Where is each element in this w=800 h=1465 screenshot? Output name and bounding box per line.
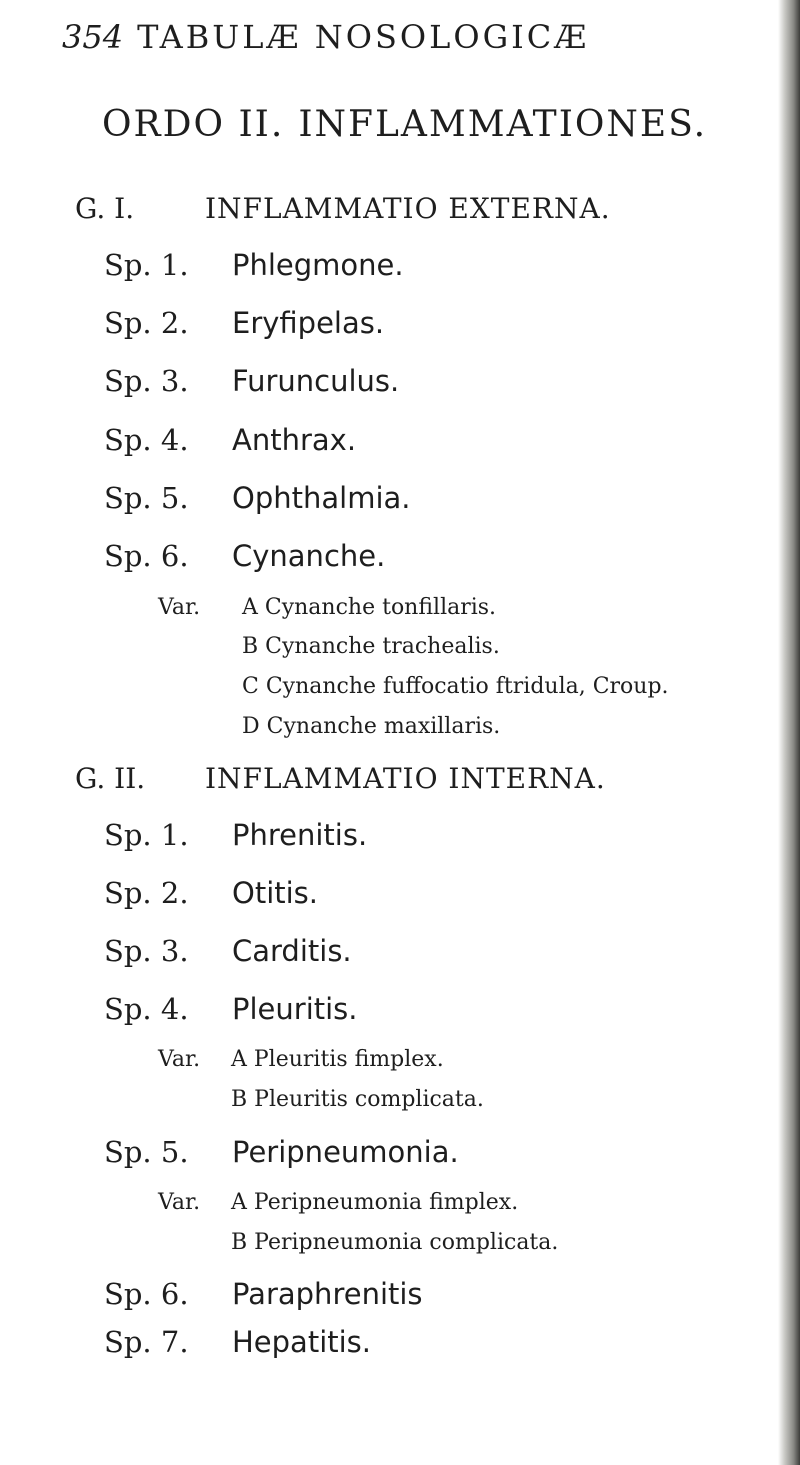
species-name: Carditis. (232, 934, 352, 968)
variety-label: Var. (158, 595, 201, 620)
species-name: Ophthalmia. (232, 481, 411, 515)
species-name: Cynanche. (232, 539, 386, 573)
genus-title: INFLAMMATIO EXTERNA. (205, 192, 611, 225)
species-name: Otitis. (232, 876, 319, 910)
species-label: Sp. 3. (104, 934, 189, 968)
species-name: Phlegmone. (232, 248, 404, 282)
species-name: Anthrax. (232, 423, 357, 457)
species-label: Sp. 5. (104, 1135, 189, 1169)
ordo-heading (102, 104, 707, 145)
genus-label: G. II. (75, 762, 146, 795)
species-label: Sp. 6. (104, 1277, 189, 1311)
species-label: Sp. 1. (104, 818, 189, 852)
variety-entry: C Cynanche fuffocatio ftridula, Croup. (242, 674, 669, 699)
variety-entry: B Pleuritis complicata. (231, 1087, 484, 1112)
species-label: Sp. 2. (104, 306, 189, 340)
species-name: Eryfipelas. (232, 306, 385, 340)
species-label: Sp. 6. (104, 539, 189, 573)
variety-label: Var. (158, 1047, 201, 1072)
page-edge-shadow (778, 0, 800, 1465)
genus-title: INFLAMMATIO INTERNA. (205, 762, 606, 795)
genus-label: G. I. (75, 192, 135, 225)
variety-label: Var. (158, 1190, 201, 1215)
species-name: Furunculus. (232, 364, 400, 398)
variety-entry: D Cynanche maxillaris. (242, 714, 501, 739)
species-name: Hepatitis. (232, 1325, 372, 1359)
species-label: Sp. 3. (104, 364, 189, 398)
species-label: Sp. 2. (104, 876, 189, 910)
running-header (62, 18, 589, 56)
species-label: Sp. 4. (104, 992, 189, 1026)
species-name: Paraphrenitis (232, 1277, 423, 1311)
species-name: Pleuritis. (232, 992, 358, 1026)
page-number: 354 (62, 18, 124, 56)
species-label: Sp. 7. (104, 1325, 189, 1359)
variety-entry: A Peripneumonia fimplex. (231, 1190, 519, 1215)
ordo-number: ORDO II. (102, 104, 285, 145)
variety-entry: B Peripneumonia complicata. (231, 1230, 559, 1255)
running-title: TABULÆ NOSOLOGICÆ (137, 18, 590, 56)
species-name: Phrenitis. (232, 818, 368, 852)
ordo-title: INFLAMMATIONES. (298, 104, 708, 145)
species-name: Peripneumonia. (232, 1135, 459, 1169)
variety-entry: B Cynanche trachealis. (242, 634, 500, 659)
species-label: Sp. 4. (104, 423, 189, 457)
species-label: Sp. 1. (104, 248, 189, 282)
species-label: Sp. 5. (104, 481, 189, 515)
variety-entry: A Pleuritis fimplex. (231, 1047, 444, 1072)
variety-entry: A Cynanche tonfillaris. (242, 595, 497, 620)
